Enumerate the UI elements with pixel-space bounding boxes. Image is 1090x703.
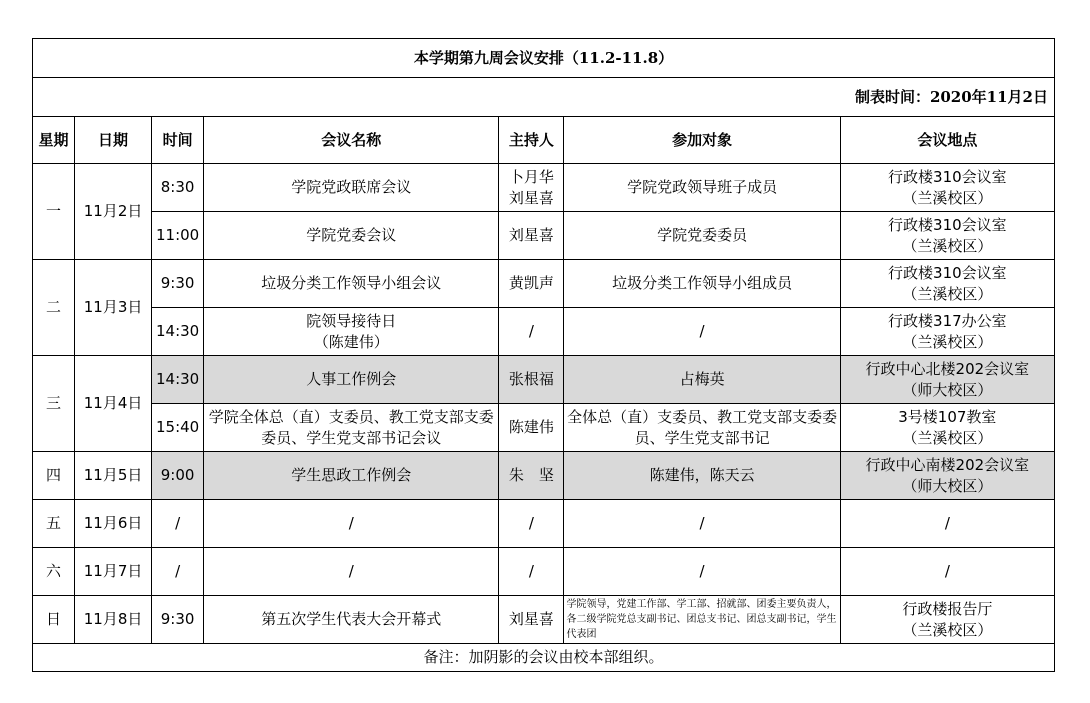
header-row	[33, 117, 1055, 164]
meeting-name-cell: 学院全体总（直）支委员、教工党支部支委委员、学生党支部书记会议	[204, 404, 499, 452]
date-cell: 11月4日	[75, 356, 152, 452]
header-weekday: 星期	[33, 117, 75, 164]
meeting-name-cell: 学生思政工作例会	[204, 452, 499, 500]
host-cell: 朱 坚	[499, 452, 564, 500]
location-cell: 3号楼107教室 （兰溪校区）	[840, 404, 1054, 452]
schedule-row	[33, 308, 1055, 356]
made-time: 制表时间：2020年11月2日	[33, 78, 1055, 117]
attendees-cell: 陈建伟，陈天云	[564, 452, 840, 500]
location-cell: 行政楼310会议室 （兰溪校区）	[840, 260, 1054, 308]
meeting-name-cell: 第五次学生代表大会开幕式	[204, 596, 499, 644]
header-location: 会议地点	[840, 117, 1054, 164]
schedule-row	[33, 548, 1055, 596]
location-cell: /	[840, 548, 1054, 596]
host-cell: 卜月华 刘星喜	[499, 164, 564, 212]
host-cell: /	[499, 308, 564, 356]
host-cell: /	[499, 548, 564, 596]
schedule-row	[33, 356, 1055, 404]
host-cell: 张根福	[499, 356, 564, 404]
time-cell: 9:30	[152, 596, 204, 644]
location-cell: 行政楼报告厅 （兰溪校区）	[840, 596, 1054, 644]
header-attendees: 参加对象	[564, 117, 840, 164]
weekday-cell: 二	[33, 260, 75, 356]
schedule-row	[33, 596, 1055, 644]
date-cell: 11月3日	[75, 260, 152, 356]
header-date: 日期	[75, 117, 152, 164]
date-cell: 11月2日	[75, 164, 152, 260]
header-host: 主持人	[499, 117, 564, 164]
meeting-name-cell: 学院党委会议	[204, 212, 499, 260]
time-cell: 9:30	[152, 260, 204, 308]
host-cell: 陈建伟	[499, 404, 564, 452]
location-cell: 行政中心南楼202会议室 （师大校区）	[840, 452, 1054, 500]
host-cell: 刘星喜	[499, 596, 564, 644]
meeting-name-cell: 垃圾分类工作领导小组会议	[204, 260, 499, 308]
host-cell: /	[499, 500, 564, 548]
meeting-name-cell: 人事工作例会	[204, 356, 499, 404]
attendees-cell: 全体总（直）支委员、教工党支部支委委员、学生党支部书记	[564, 404, 840, 452]
location-cell: 行政楼317办公室 （兰溪校区）	[840, 308, 1054, 356]
schedule-title: 本学期第九周会议安排（11.2-11.8）	[33, 39, 1055, 78]
weekday-cell: 日	[33, 596, 75, 644]
attendees-cell: /	[564, 500, 840, 548]
attendees-cell: 垃圾分类工作领导小组成员	[564, 260, 840, 308]
time-cell: /	[152, 548, 204, 596]
attendees-cell: /	[564, 308, 840, 356]
note-text: 备注：加阴影的会议由校本部组织。	[33, 644, 1055, 672]
schedule-row	[33, 212, 1055, 260]
meeting-name-cell: 院领导接待日 （陈建伟）	[204, 308, 499, 356]
time-cell: 14:30	[152, 308, 204, 356]
schedule-row	[33, 164, 1055, 212]
schedule-row	[33, 452, 1055, 500]
meeting-schedule-table	[32, 38, 1055, 672]
header-time: 时间	[152, 117, 204, 164]
time-cell: 14:30	[152, 356, 204, 404]
meeting-name-cell: /	[204, 500, 499, 548]
attendees-cell: 学院党政领导班子成员	[564, 164, 840, 212]
attendees-cell: 占梅英	[564, 356, 840, 404]
host-cell: 刘星喜	[499, 212, 564, 260]
weekday-cell: 一	[33, 164, 75, 260]
header-meeting-name: 会议名称	[204, 117, 499, 164]
time-cell: 15:40	[152, 404, 204, 452]
attendees-cell: /	[564, 548, 840, 596]
time-cell: /	[152, 500, 204, 548]
location-cell: 行政楼310会议室 （兰溪校区）	[840, 212, 1054, 260]
date-cell: 11月5日	[75, 452, 152, 500]
note-row	[33, 644, 1055, 672]
weekday-cell: 四	[33, 452, 75, 500]
attendees-cell: 学院党委委员	[564, 212, 840, 260]
host-cell: 黄凯声	[499, 260, 564, 308]
time-cell: 9:00	[152, 452, 204, 500]
attendees-cell: 学院领导，党建工作部、学工部、招就部、团委主要负责人，各二级学院党总支副书记、团总支书记、团总支副书记，学生代表团	[564, 596, 840, 644]
date-cell: 11月7日	[75, 548, 152, 596]
location-cell: 行政楼310会议室 （兰溪校区）	[840, 164, 1054, 212]
meeting-name-cell: /	[204, 548, 499, 596]
location-cell: 行政中心北楼202会议室 （师大校区）	[840, 356, 1054, 404]
date-cell: 11月6日	[75, 500, 152, 548]
location-cell: /	[840, 500, 1054, 548]
weekday-cell: 五	[33, 500, 75, 548]
schedule-row	[33, 500, 1055, 548]
time-cell: 11:00	[152, 212, 204, 260]
date-cell: 11月8日	[75, 596, 152, 644]
meeting-name-cell: 学院党政联席会议	[204, 164, 499, 212]
weekday-cell: 六	[33, 548, 75, 596]
schedule-row	[33, 404, 1055, 452]
weekday-cell: 三	[33, 356, 75, 452]
schedule-row	[33, 260, 1055, 308]
time-cell: 8:30	[152, 164, 204, 212]
